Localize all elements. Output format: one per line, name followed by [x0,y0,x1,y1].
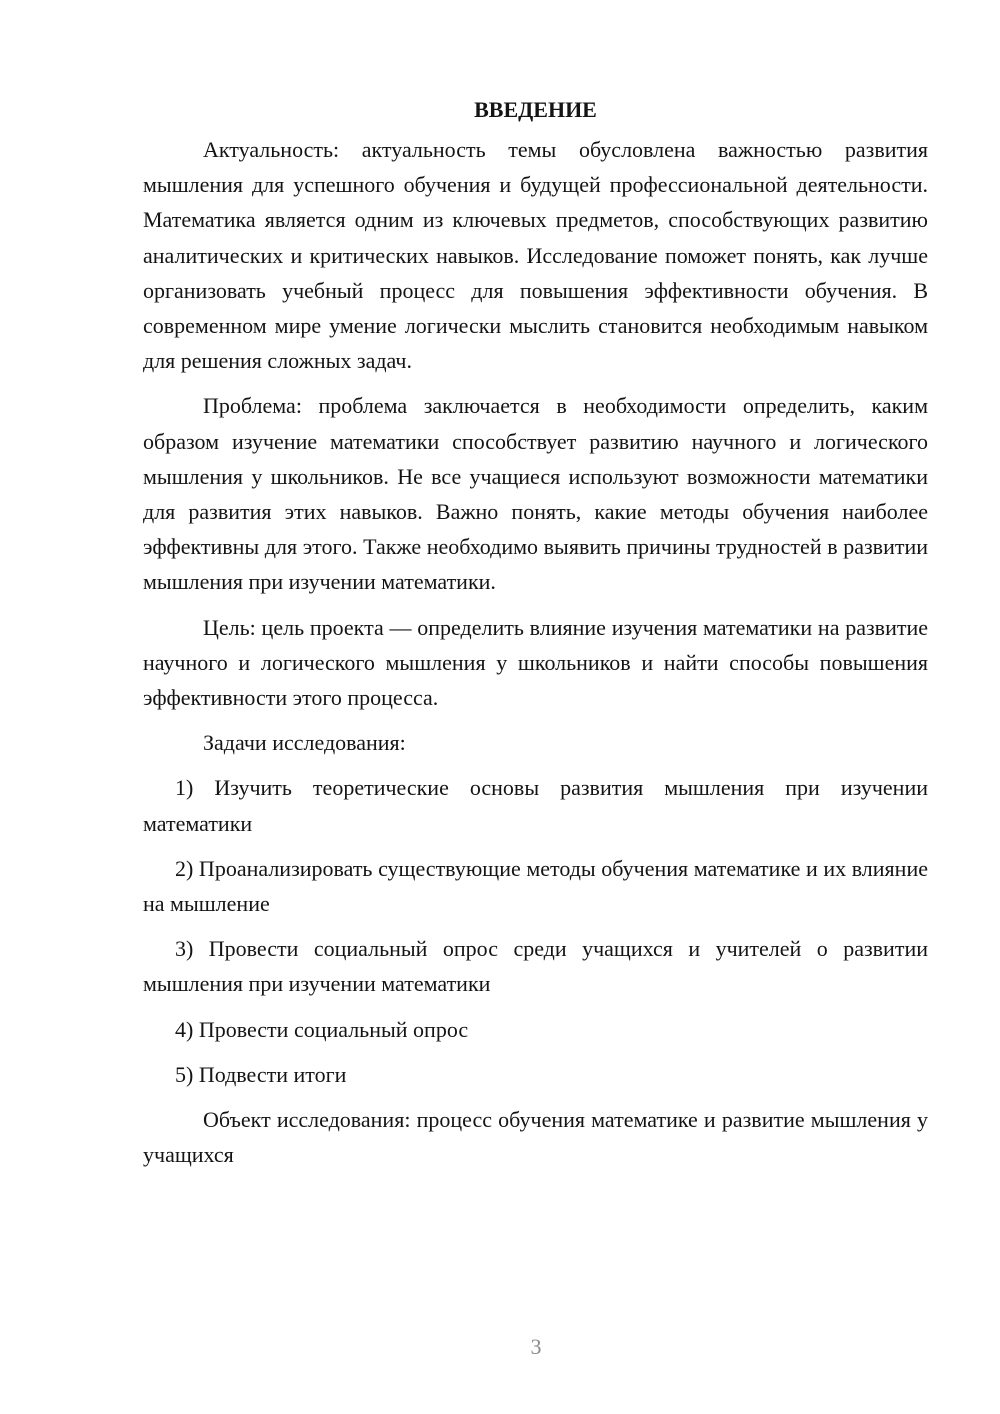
task-item-3: 3) Провести социальный опрос среди учащихся и учителей о развитии мышления при изучении математики [143,936,928,997]
section-title: ВВЕДЕНИЕ [474,97,597,122]
task-item-4: 4) Провести социальный опрос [175,1016,469,1042]
tasks-heading: Задачи исследования: [203,730,406,756]
problem-paragraph: Проблема: проблема заключается в необходимости определить, каким образом изучение математики способствует развитию научного и логического мышления у школьников. Не все учащиеся используют возможности математики для развития этих навыков. Важно понять, какие методы обучения наиболее эффективны для этого. Также необходимо выявить причины трудностей в развитии мышления при изучении математики. [143,393,928,595]
page-number: 3 [530,1334,542,1359]
task-item-2: 2) Проанализировать существующие методы обучения математике и их влияние на мышление [143,855,928,917]
document-page [143,92,928,1182]
task-item-1: 1) Изучить теоретические основы развития мышления при изучении математики [143,775,928,836]
object-paragraph: Объект исследования: процесс обучения математике и развитие мышления у учащихся [143,1107,928,1168]
relevance-paragraph: Актуальность: актуальность темы обусловлена важностью развития мышления для успешного обучения и будущей профессиональной деятельности. Математика является одним из ключевых предметов, способствующих развитию аналитических и критических навыков. Исследование поможет понять, как лучше организовать учебный процесс для повышения эффективности обучения. В современном мире умение логически мыслить становится необходимым навыком для решения сложных задач. [143,137,928,374]
goal-paragraph: Цель: цель проекта — определить влияние изучения математики на развитие научного и логического мышления у школьников и найти способы повышения эффективности этого процесса. [143,614,928,711]
task-item-5: 5) Подвести итоги [175,1061,347,1087]
